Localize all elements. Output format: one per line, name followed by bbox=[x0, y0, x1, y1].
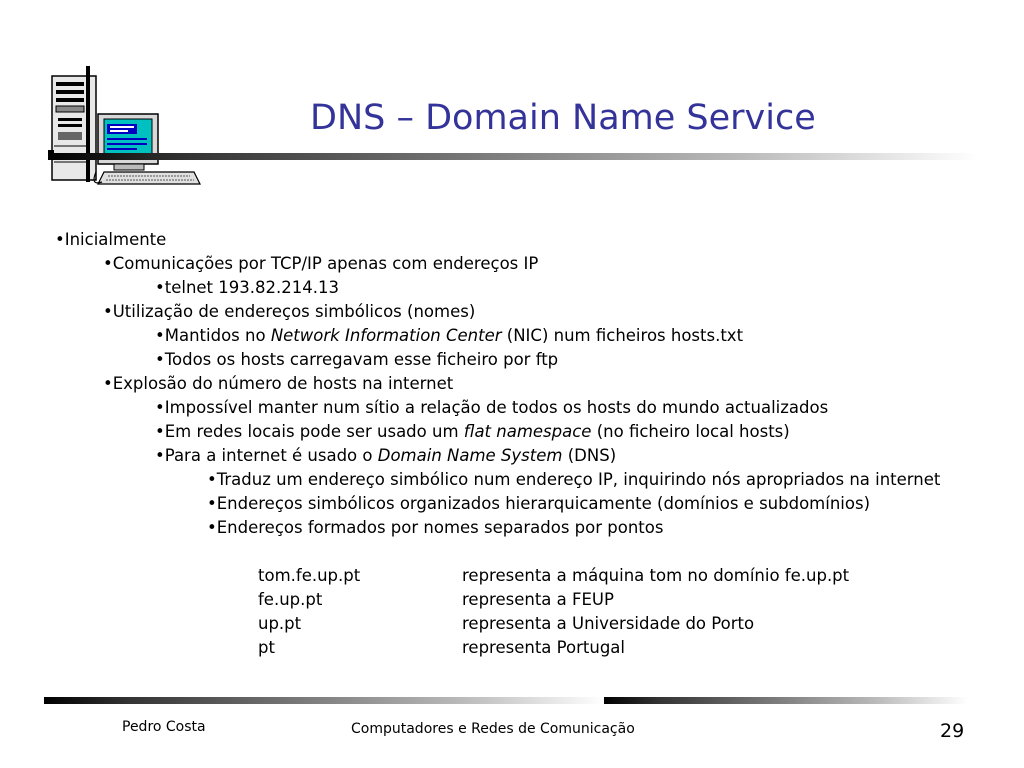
footer-author: Pedro Costa bbox=[122, 719, 206, 735]
domain-desc: representa Portugal bbox=[462, 638, 625, 657]
bullet-item: •Inicialmente bbox=[55, 230, 167, 249]
bullet-item: •Para a internet é usado o Domain Name System (DNS) bbox=[155, 446, 617, 465]
bullet-item: •Comunicações por TCP/IP apenas com endereços IP bbox=[103, 254, 539, 273]
bullet-item: •Endereços simbólicos organizados hierarquicamente (domínios e subdomínios) bbox=[207, 494, 871, 513]
computer-workstation-icon bbox=[44, 62, 204, 190]
bullet-item: •Endereços formados por nomes separados por pontos bbox=[207, 518, 664, 537]
bullet-item: •Traduz um endereço simbólico num endereço IP, inquirindo nós apropriados na internet bbox=[207, 470, 941, 489]
footer-course: Computadores e Redes de Comunicação bbox=[351, 721, 635, 737]
domain-desc: representa a Universidade do Porto bbox=[462, 614, 755, 633]
domain-name: up.pt bbox=[258, 614, 302, 633]
bullet-item: •Em redes locais pode ser usado um flat namespace (no ficheiro local hosts) bbox=[155, 422, 790, 441]
bullet-item: •Mantidos no Network Information Center (NIC) num ficheiros hosts.txt bbox=[155, 326, 744, 345]
domain-name: tom.fe.up.pt bbox=[258, 566, 361, 585]
bullet-item: •Impossível manter num sítio a relação de todos os hosts do mundo actualizados bbox=[155, 398, 829, 417]
domain-name: fe.up.pt bbox=[258, 590, 323, 609]
domain-desc: representa a FEUP bbox=[462, 590, 614, 609]
title-divider bbox=[48, 153, 978, 160]
slide-title: DNS – Domain Name Service bbox=[310, 98, 816, 138]
bullet-item: •telnet 193.82.214.13 bbox=[155, 278, 339, 297]
domain-desc: representa a máquina tom no domínio fe.up.pt bbox=[462, 566, 850, 585]
domain-name: pt bbox=[258, 638, 275, 657]
bullet-item: •Explosão do número de hosts na internet bbox=[103, 374, 454, 393]
bullet-item: •Utilização de endereços simbólicos (nomes) bbox=[103, 302, 476, 321]
bullet-item: •Todos os hosts carregavam esse ficheiro por ftp bbox=[155, 350, 559, 369]
footer-divider-left bbox=[44, 697, 604, 704]
footer-divider-right bbox=[604, 697, 968, 704]
page-number: 29 bbox=[940, 720, 965, 742]
